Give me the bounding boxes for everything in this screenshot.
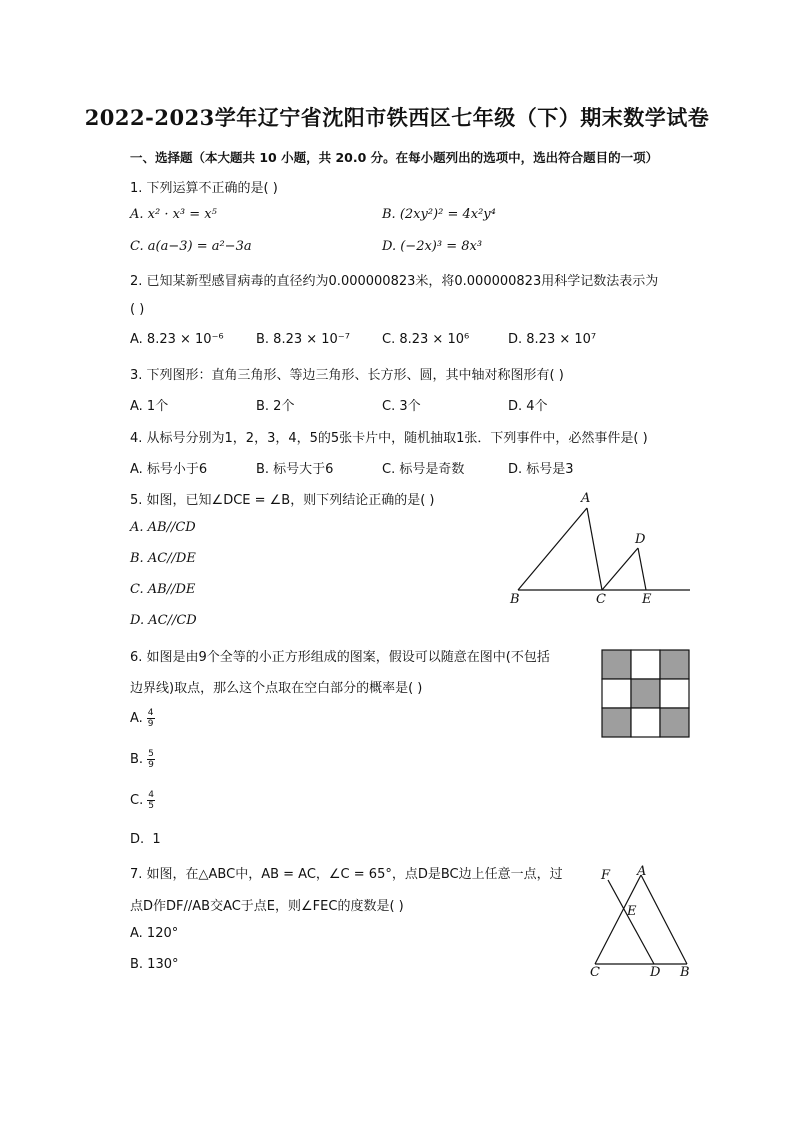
option-letter: D.: [130, 832, 145, 847]
segment-ab: [641, 875, 687, 964]
q7-option-a: A. 120°: [130, 926, 179, 941]
segment-ca: [595, 875, 641, 964]
grid-cell-blank: [631, 650, 660, 679]
question-5-stem: 5. 如图，已知∠DCE = ∠B，则下列结论正确的是( ): [130, 493, 435, 508]
fraction: $\frac{4}{9}$: [147, 708, 154, 729]
question-2-stem-cont: ( ): [130, 302, 145, 317]
grid-cell-blank: [660, 679, 689, 708]
grid-cell-shaded: [602, 650, 631, 679]
segment-ab: [518, 508, 587, 590]
question-7-stem: 7. 如图，在△ABC中，AB = AC，∠C = 65°，点D是BC边上任意一点，过: [130, 867, 563, 882]
grid-cell-shaded: [660, 650, 689, 679]
label-c: C: [590, 965, 600, 980]
q6-option-a: [130, 708, 155, 729]
q6-option-d: [130, 832, 161, 847]
q7-option-b: B. 130°: [130, 957, 179, 972]
question-3-stem: 3. 下列图形：直角三角形、等边三角形、长方形、圆，其中轴对称图形有( ): [130, 368, 564, 383]
q5-option-d: D. AC//CD: [130, 613, 197, 628]
grid-cell-blank: [602, 679, 631, 708]
q6-option-b: [130, 749, 155, 770]
question-2-stem: 2. 已知某新型感冒病毒的直径约为0.000000823米，将0.000000823用科学记数法表示为: [130, 274, 659, 289]
q1-option-c: C. a(a−3) = a²−3a: [130, 239, 252, 254]
segment-ac: [587, 508, 602, 590]
segment-cd: [602, 548, 638, 590]
option-letter: C.: [130, 793, 144, 808]
label-b: B: [680, 965, 690, 980]
grid-cell-shaded: [660, 708, 689, 737]
q6-option-c: [130, 790, 155, 811]
label-a: A: [581, 491, 591, 506]
label-e: E: [642, 592, 652, 607]
q4-option-c: C. 标号是奇数: [382, 462, 465, 477]
segment-df: [608, 880, 654, 964]
label-f: F: [601, 868, 611, 883]
grid-cell-shaded: [602, 708, 631, 737]
option-letter: A.: [130, 711, 143, 726]
label-b: B: [510, 592, 520, 607]
label-d: D: [650, 965, 661, 980]
fraction: $\frac{4}{5}$: [148, 790, 154, 811]
q3-option-c: C. 3个: [382, 399, 421, 414]
question-4-stem: 4. 从标号分别为1，2，3，4，5的5张卡片中，随机抽取1张．下列事件中，必然事件是( ): [130, 431, 648, 446]
grid-cell-blank: [631, 708, 660, 737]
question-6-stem: 6. 如图是由9个全等的小正方形组成的图案，假设可以随意在图中(不包括: [130, 650, 550, 665]
grid-cell-shaded: [631, 679, 660, 708]
fraction: $\frac{5}{9}$: [148, 749, 154, 770]
option-letter: B.: [130, 752, 144, 767]
q4-option-a: A. 标号小于6: [130, 462, 208, 477]
q2-option-d: D. 8.23 × 10⁷: [508, 332, 597, 347]
q5-figure: [505, 488, 695, 608]
q3-option-b: B. 2个: [256, 399, 295, 414]
label-c: C: [596, 592, 606, 607]
q2-option-a: A. 8.23 × 10⁻⁶: [130, 332, 224, 347]
label-a: A: [637, 864, 647, 879]
q1-option-a: A. x² · x³ = x⁵: [130, 207, 217, 222]
q4-option-b: B. 标号大于6: [256, 462, 334, 477]
q4-option-d: D. 标号是3: [508, 462, 574, 477]
section-heading: 一、选择题（本大题共 10 小题，共 20.0 分。在每小题列出的选项中，选出符合题目的一项）: [130, 150, 659, 165]
q5-option-a: A. AB//CD: [130, 520, 196, 535]
question-1-stem: 1. 下列运算不正确的是( ): [130, 181, 278, 196]
segment-de: [638, 548, 646, 590]
q3-option-d: D. 4个: [508, 399, 548, 414]
q6-grid-figure: [600, 648, 692, 740]
q1-option-b: B. (2xy²)² = 4x²y⁴: [382, 207, 496, 222]
question-6-stem-cont: 边界线)取点，那么这个点取在空白部分的概率是( ): [130, 681, 423, 696]
q1-option-d: D. (−2x)³ = 8x³: [382, 239, 483, 254]
page-title: 2022-2023学年辽宁省沈阳市铁西区七年级（下）期末数学试卷: [84, 105, 710, 130]
option-value: 1: [152, 832, 161, 847]
q5-option-c: C. AB//DE: [130, 582, 196, 597]
q3-option-a: A. 1个: [130, 399, 169, 414]
question-7-stem-cont: 点D作DF//AB交AC于点E，则∠FEC的度数是( ): [130, 899, 404, 914]
label-e: E: [627, 904, 637, 919]
label-d: D: [635, 532, 646, 547]
q5-option-b: B. AC//DE: [130, 551, 196, 566]
q7-figure: [585, 860, 697, 984]
q2-option-c: C. 8.23 × 10⁶: [382, 332, 470, 347]
q2-option-b: B. 8.23 × 10⁻⁷: [256, 332, 350, 347]
